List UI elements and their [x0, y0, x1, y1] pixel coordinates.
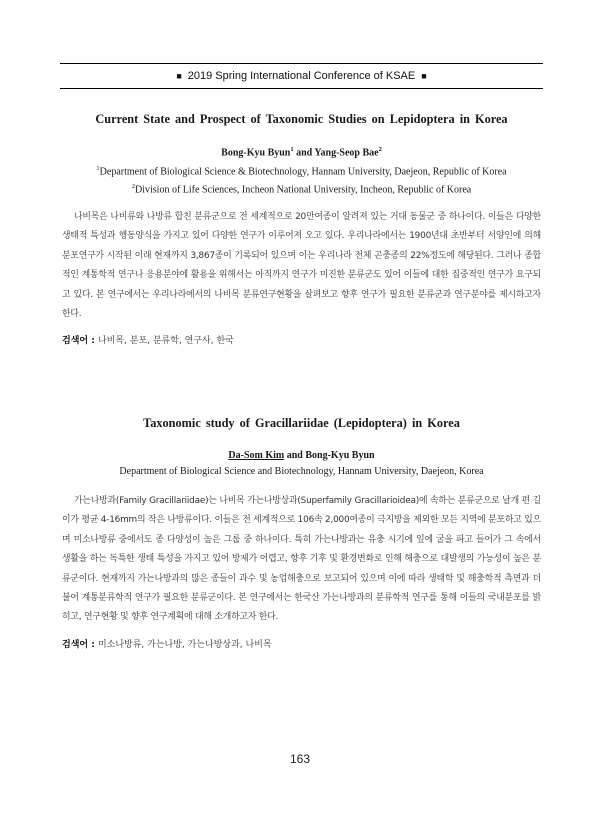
keywords-text: 미소나방류, 가는나방, 가는나방상과, 나비목 [97, 639, 272, 650]
keywords-line [62, 333, 541, 350]
affiliations [62, 465, 541, 479]
affiliation-marker: 1 [96, 165, 100, 173]
abstract-lepidoptera-review [62, 112, 541, 350]
affiliation-marker: 2 [131, 182, 136, 190]
keywords-label: 검색어 : [62, 639, 98, 650]
author-line [62, 450, 541, 461]
author-affiliation-marker: 2 [378, 146, 382, 153]
author-joiner: and [293, 147, 315, 159]
page-number: 163 [289, 752, 311, 766]
affiliation-line [62, 180, 541, 197]
affiliation-line [62, 162, 541, 179]
conference-name: 2019 Spring International Conference of KSAE [187, 70, 416, 82]
header-square-left: ■ [176, 71, 182, 81]
affiliations [62, 162, 541, 197]
keywords-line [62, 637, 541, 654]
keywords-label: 검색어 : [62, 336, 98, 347]
affiliation-text: Division of Life Sciences, Incheon National University, Incheon, Republic of Korea [135, 183, 472, 195]
abstract-body: 가는나방과(Family Gracillariidae)는 나비목 가는나방상과(Superfamily Gracillarioidea)에 속하는 분류군으로 날개 편 길이가 평균 4-16mm의 작은 나방류이다. 이들은 전 세계적으로 106속 2,000여종이 극지방을 제외한 모든 지역에 분포하고 있으며 미소나방류 중에서도 종 다양성이 높은 그룹 중 하나이다. 특히 가는나방과는 유충 시기에 잎에 굴을 파고 들어가 그 속에서 생활을 하는 독특한 생태 특성을 가지고 있어 방제가 어렵고, 향후 기후 및 환경변화로 인해 해충으로 대발생의 가능성이 높은 분류군이다. 현재까지 가는나방과의 많은 종들이 과수 및 농업해충으로 보고되어 있으며 이에 따라 생태학 및 해충학적 측면과 더불어 계통분류학적 연구가 필요한 분류군이다. 본 연구에서는 한국산 가는나방과의 분류학적 연구를 통해 이들의 국내분포를 밝히고, 연구현황 및 향후 연구계획에 대해 소개하고자 한다. [62, 496, 541, 623]
presenting-author-name: Da-Som Kim [228, 450, 285, 461]
author-name: Yang-Seop Bae [314, 147, 379, 159]
header-square-right: ■ [421, 71, 427, 81]
abstract-gracillariidae [62, 416, 541, 654]
keywords-text: 나비목, 분포, 분류학, 연구사, 한국 [97, 336, 234, 347]
author-affiliation-marker: 1 [290, 146, 294, 153]
affiliation-text: Department of Biological Science & Biotechnology, Hannam University, Daejeon, Republic of Korea [99, 166, 507, 178]
author-line [62, 146, 541, 158]
abstract-body: 나비목은 나비류와 나방류 합친 분류군으로 전 세계적으로 20만여종이 알려져 있는 거대 동물군 중 하나이다. 이들은 다양한 생태적 특성과 행동양식을 가지고 있어 다양한 연구가 이루어져 오고 있다. 우리나라에서는 1900년대 초반부터 서양인에 의해 분포연구가 시작된 이래 현재까지 3,867종이 기록되어 있으며 이는 우리나라 전체 곤충종의 22%정도에 해당된다. 그러나 종합적인 계통학적 연구나 응용분야에 활용을 위해서는 아직까지 연구가 미진한 분류군도 있어 이들에 대한 집중적인 연구가 요구되고 있다. 본 연구에서는 우리나라에서의 나비목 분류연구현황을 살펴보고 향후 연구가 필요한 분류군과 연구분야를 제시하고자 한다. [62, 211, 541, 320]
abstract-title: Taxonomic study of Gracillariidae (Lepidoptera) in Korea [143, 416, 460, 430]
conference-header [60, 63, 543, 89]
affiliation-text: Department of Biological Science and Biotechnology, Hannam University, Daejeon, Korea [119, 466, 484, 477]
author-joiner: and [284, 450, 306, 461]
abstract-title: Current State and Prospect of Taxonomic Studies on Lepidoptera in Korea [95, 112, 508, 126]
author-name: Bong-Kyu Byun [221, 147, 291, 159]
author-name: Bong-Kyu Byun [305, 450, 375, 461]
